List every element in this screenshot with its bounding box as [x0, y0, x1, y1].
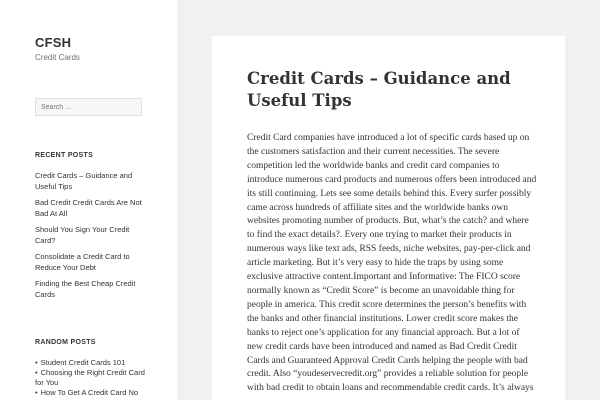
recent-post-link[interactable]: Should You Sign Your Credit Card? — [35, 225, 130, 245]
post-body: Credit Card companies have introduced a lot of specific cards based up on the customers satisfaction and their current necessities. The severe competition led the worldwide banks and credit card companies to introduce numerous card products and numerous offers been introduced and its still continuing. Lets see some details behind this. Every surfer possibly came across hundreds of affiliate sites and the worldwide banks own websites promoting number of products. But, what’s the catch? and where to find the exact details?. Every one trying to market their products in numerous ways like text ads, RSS feeds, niche websites, pay-per-click and article marketing. But it’s very easy to hide the traps by using some exclusive attractive content.Important and Informative: The FICO score normally known as “Credit Score” is become an unavoidable thing for people in america. This credit score determines the person’s benefits with the banks and other financial institutions. Lower credit score makes the banks to reject one’s application for any financial approach. But a lot of new credit cards have been introduced and named as Bad Credit Credit Cards and Guaranteed Approval Credit Cards helping the people with bad credit. Also “youdeservecredit.org” provides a reliable solution for people with bad credit to obtain loans and recommendable credit cards. It’s always — [247, 133, 537, 394]
post-title[interactable]: Credit Cards – Guidance and Useful Tips — [247, 69, 511, 110]
post-card — [212, 36, 565, 400]
random-posts-heading: RANDOM POSTS — [35, 339, 96, 346]
random-post-link[interactable]: • How To Get A Credit Card No — [35, 388, 150, 398]
recent-post-link[interactable]: Finding the Best Cheap Credit Cards — [35, 279, 136, 299]
recent-post-link[interactable]: Credit Cards – Guidance and Useful Tips — [35, 171, 133, 191]
sidebar — [0, 0, 177, 400]
recent-posts-heading: RECENT POSTS — [35, 152, 94, 159]
recent-post-link[interactable]: Consolidate a Credit Card to Reduce Your Debt — [35, 252, 130, 272]
search-input[interactable] — [35, 98, 142, 116]
recent-post-link[interactable]: Bad Credit Credit Cards Are Not Bad At All — [35, 198, 142, 218]
recent-posts-list — [35, 170, 145, 305]
random-posts-list — [35, 358, 150, 398]
site-description: Credit Cards — [35, 53, 80, 62]
random-post-link[interactable]: • Choosing the Right Credit Card for You — [35, 368, 150, 388]
site-title-link[interactable]: CFSH — [35, 35, 72, 50]
random-post-link[interactable]: • Student Credit Cards 101 — [35, 358, 150, 368]
